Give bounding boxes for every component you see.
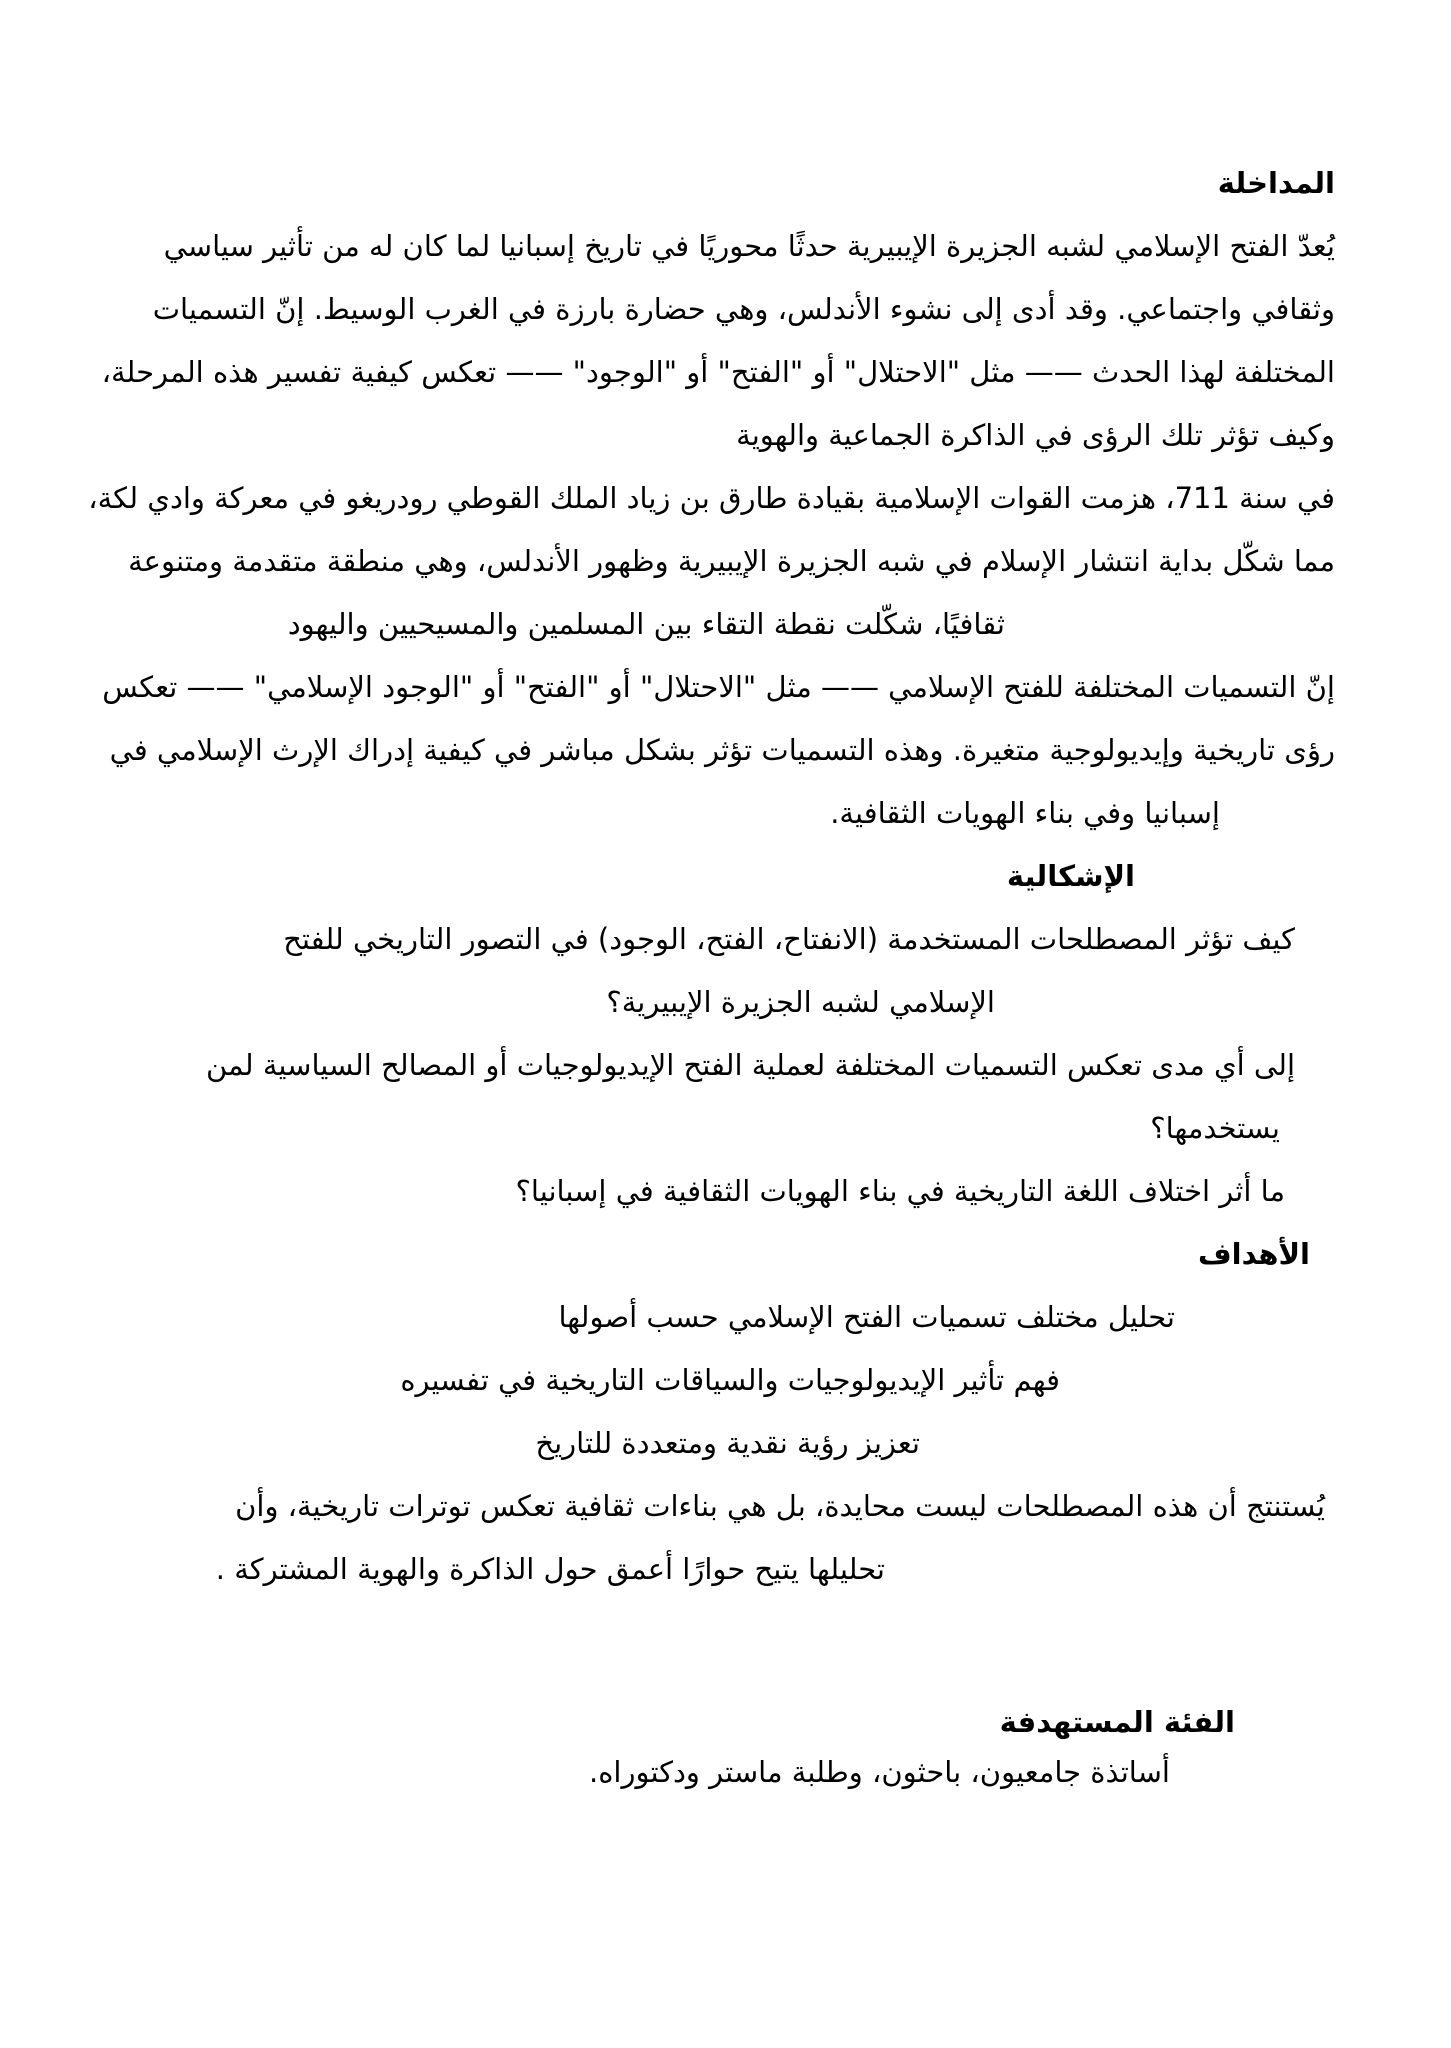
objectives-conclusion-line1: يُستنتج أن هذه المصطلحات ليست محايدة، بل هي بناءات ثقافية تعكس توترات تاريخية، وأن (235, 1489, 1325, 1523)
intro-paragraph3-line1: إنّ التسميات المختلفة للفتح الإسلامي —— مثل "الاحتلال" أو "الفتح" أو "الوجود الإسلامي" —— تعكس (102, 670, 1335, 704)
intro-paragraph3-line2: رؤى تاريخية وإيديولوجية متغيرة. وهذه التسميات تؤثر بشكل مباشر في كيفية إدراك الإرث الإسلامي في (109, 733, 1335, 767)
target-audience-line: أساتذة جامعيون، باحثون، وطلبة ماستر ودكتوراه. (588, 1755, 1170, 1789)
section-heading-problem: الإشكالية (1006, 859, 1135, 893)
problem-question1-line2: الإسلامي لشبه الجزيرة الإيبيرية؟ (606, 985, 995, 1019)
problem-question2-line2: يستخدمها؟ (1150, 1111, 1280, 1145)
intro-paragraph2-line1: في سنة 711، هزمت القوات الإسلامية بقيادة طارق بن زياد الملك القوطي رودريغو في معركة وادي لكة، (88, 481, 1335, 515)
intro-paragraph2-line3: ثقافيًا، شكّلت نقطة التقاء بين المسلمين والمسيحيين واليهود (287, 607, 1005, 641)
problem-question1-line1: كيف تؤثر المصطلحات المستخدمة (الانفتاح، الفتح، الوجود) في التصور التاريخي للفتح (283, 922, 1295, 956)
section-heading-objectives: الأهداف (1197, 1237, 1310, 1271)
problem-question3: ما أثر اختلاف اللغة التاريخية في بناء الهويات الثقافية في إسبانيا؟ (515, 1174, 1285, 1208)
intro-paragraph2-line2: مما شكّل بداية انتشار الإسلام في شبه الجزيرة الإيبيرية وظهور الأندلس، وهي منطقة متقدمة ومتنوعة (128, 544, 1335, 578)
intro-paragraph1-line3: المختلفة لهذا الحدث —— مثل "الاحتلال" أو "الفتح" أو "الوجود" —— تعكس كيفية تفسير هذه المرحلة، (101, 355, 1335, 389)
objective-item1: تحليل مختلف تسميات الفتح الإسلامي حسب أصولها (558, 1300, 1175, 1334)
intro-paragraph1-line2: وثقافي واجتماعي. وقد أدى إلى نشوء الأندلس، وهي حضارة بارزة في الغرب الوسيط. إنّ التسميات (152, 292, 1335, 326)
problem-question2-line1: إلى أي مدى تعكس التسميات المختلفة لعملية الفتح الإيديولوجيات أو المصالح السياسية لمن (205, 1048, 1295, 1082)
objective-item3: تعزيز رؤية نقدية ومتعددة للتاريخ (535, 1426, 920, 1460)
objectives-conclusion-line2: تحليلها يتيح حوارًا أعمق حول الذاكرة والهوية المشتركة . (215, 1552, 885, 1586)
objective-item2: فهم تأثير الإيديولوجيات والسياقات التاريخية في تفسيره (400, 1363, 1060, 1397)
section-heading-introduction: المداخلة (1217, 166, 1335, 200)
section-heading-target-audience: الفئة المستهدفة (999, 1705, 1235, 1739)
intro-paragraph3-line3: إسبانيا وفي بناء الهويات الثقافية. (830, 796, 1220, 830)
intro-paragraph1-line4: وكيف تؤثر تلك الرؤى في الذاكرة الجماعية والهوية (736, 418, 1335, 452)
intro-paragraph1-line1: يُعدّ الفتح الإسلامي لشبه الجزيرة الإيبيرية حدثًا محوريًا في تاريخ إسبانيا لما كان له من تأثير سياسي (163, 229, 1335, 263)
